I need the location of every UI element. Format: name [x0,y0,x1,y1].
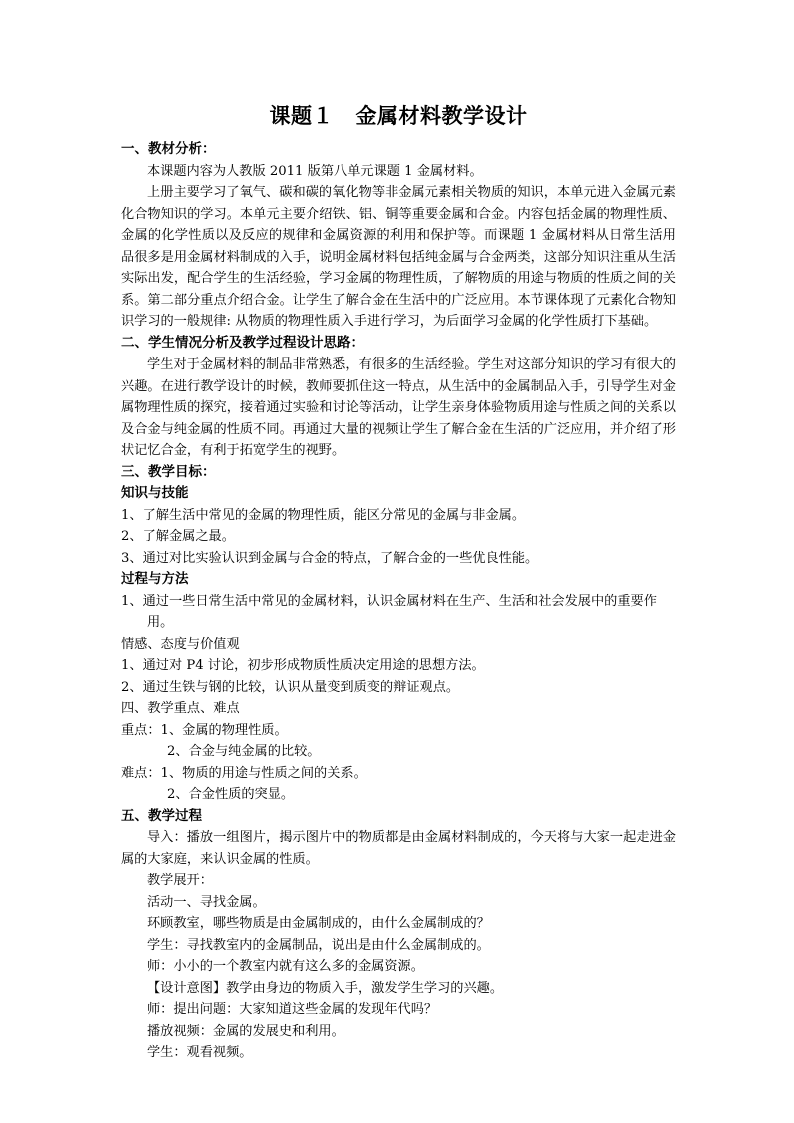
section-2-paragraph-1: 学生对于金属材料的制品非常熟悉，有很多的生活经验。学生对这部分知识的学习有很大的兴趣。在进行教学设计的时候，教师要抓住这一特点，从生活中的金属制品入手，引导学生对金属物理性质的探究，接着通过实验和讨论等活动，让学生亲身体验物质用途与性质之间的关系以及合金与纯金属的性质不同。再通过大量的视频让学生了解合金在生活的广泛应用，并介绍了形状记忆合金，有利于拓宽学生的视野。 [121,357,676,458]
lesson-line-9: 学生：观看视频。 [147,1045,253,1060]
lesson-intro: 导入：播放一组图片，揭示图片中的物质都是由金属材料制成的，今天将与大家一起走进金属的大家庭，来认识金属的性质。 [121,830,676,867]
attitude-goal-2: 2、通过生铁与钢的比较，认识从量变到质变的辩证观点。 [121,679,460,695]
knowledge-skills-heading: 知识与技能 [121,485,189,501]
section-5-heading: 五、教学过程 [121,807,202,824]
attitude-heading: 情感、态度与价值观 [121,636,240,652]
document-page [121,100,676,1064]
difficult-point-2: 2、合金性质的突显。 [167,787,295,802]
section-3-heading: 三、教学目标： [121,463,216,480]
process-goal-1: 1、通过一些日常生活中常见的金属材料，认识金属材料在生产、生活和社会发展中的重要作用。 [121,593,657,630]
lesson-line-3: 环顾教室，哪些物质是由金属制成的，由什么金属制成的？ [147,916,490,931]
key-point-2: 2、合金与纯金属的比较。 [167,744,321,759]
key-point-1: 重点：1、金属的物理性质。 [121,722,288,738]
section-1-heading: 一、教材分析： [121,141,216,157]
attitude-goal-1: 1、通过对 P4 讨论，初步形成物质性质决定用途的思想方法。 [121,658,485,673]
lesson-line-1: 教学展开： [147,873,213,888]
lesson-line-8: 播放视频：金属的发展史和利用。 [147,1023,345,1039]
lesson-line-4: 学生：寻找教室内的金属制品，说出是由什么金属制成的。 [147,937,490,953]
page-title: 课题１ 金属材料教学设计 [269,103,528,128]
section-2-heading: 二、学生情况分析及教学过程设计思路： [121,334,364,351]
knowledge-goal-2: 2、了解金属之最。 [121,529,235,544]
lesson-line-2: 活动一、寻找金属。 [147,894,266,910]
difficult-point-1: 难点：1、物质的用途与性质之间的关系。 [121,765,367,781]
knowledge-goal-1: 1、了解生活中常见的金属的物理性质，能区分常见的金属与非金属。 [121,507,526,523]
lesson-line-6: 【设计意图】教学由身边的物质入手，激发学生学习的兴趣。 [147,980,504,996]
lesson-line-7: 师：提出问题：大家知道这些金属的发现年代吗？ [147,1002,438,1017]
section-1-paragraph-2: 上册主要学习了氧气、碳和碳的氧化物等非金属元素相关物质的知识，本单元进入金属元素化合物知识的学习。本单元主要介绍铁、铝、铜等重要金属和合金。内容包括金属的物理性质、金属的化学性质以及反应的规律和金属资源的利用和保护等。而课题 1 金属材料从日常生活用品很多是用金属材料制成的入手，说明金属材料包括纯金属与合金两类，这部分知识注重从生活实际出发，配合学生的生活经验，学习金属的物理性质，了解物质的用途与物质的性质之间的关系。第二部分重点介绍合金。让学生了解合金在生活中的广泛应用。本节课体现了元素化合物知识学习的一般规律: 从物质的物理性质入手进行学习，为后面学习金属的化学性质打下基础。 [121,185,676,329]
section-4-heading: 四、教学重点、难点 [121,701,240,716]
lesson-line-5: 师：小小的一个教室内就有这么多的金属资源。 [147,959,424,974]
section-1-paragraph-1: 本课题内容为人教版 2011 版第八单元课题 1 金属材料。 [147,163,483,179]
process-method-heading: 过程与方法 [121,571,189,587]
knowledge-goal-3: 3、通过对比实验认识到金属与合金的特点，了解合金的一些优良性能。 [121,550,539,566]
